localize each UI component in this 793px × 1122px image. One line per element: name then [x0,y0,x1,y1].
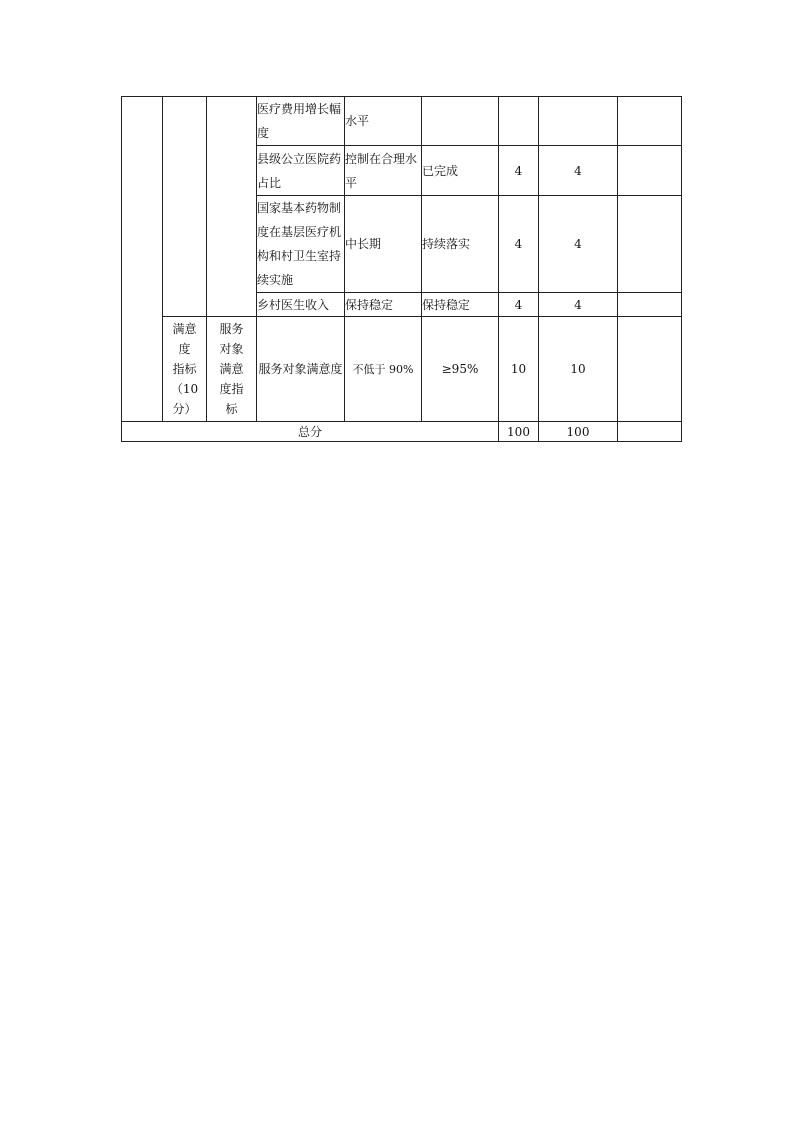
level1-cell [163,97,207,317]
level2-cell [207,97,257,317]
score-cell: 4 [539,146,618,196]
indicator-cell: 国家基本药物制度在基层医疗机构和村卫生室持续实施 [257,196,345,293]
indicator-cell: 服务对象满意度 [257,317,345,422]
note-cell [618,317,682,422]
level0-cell [122,97,163,422]
actual-cell: 持续落实 [422,196,499,293]
satisfaction-level2-cell [207,317,257,422]
level1-line: 度 [178,342,191,356]
level2-line: 标 [225,402,238,416]
total-row [122,422,682,442]
total-score: 100 [539,422,618,442]
target-cell: 保持稳定 [345,293,422,317]
target-cell: 水平 [345,97,422,146]
weight-cell: 10 [499,317,539,422]
target-cell: 控制在合理水平 [345,146,422,196]
note-cell [618,293,682,317]
actual-cell: 保持稳定 [422,293,499,317]
weight-cell: 4 [499,293,539,317]
actual-cell: ≥95% [422,317,499,422]
actual-cell [422,97,499,146]
indicator-cell: 县级公立医院药占比 [257,146,345,196]
note-cell [618,146,682,196]
total-label: 总分 [122,422,499,442]
score-cell: 10 [539,317,618,422]
table-row [122,317,682,422]
score-cell: 4 [539,293,618,317]
level2-line: 服务 [219,322,244,336]
target-cell: 中长期 [345,196,422,293]
level2-line: 满意 [219,362,244,376]
table-row [122,97,682,146]
weight-cell [499,97,539,146]
actual-cell: 已完成 [422,146,499,196]
score-cell: 4 [539,196,618,293]
indicator-cell: 乡村医生收入 [257,293,345,317]
weight-cell: 4 [499,196,539,293]
total-note [618,422,682,442]
level2-line: 对象 [219,342,244,356]
performance-table [121,96,682,442]
target-cell: 不低于 90% [345,317,422,422]
score-cell [539,97,618,146]
level1-line: 分） [172,402,197,416]
note-cell [618,97,682,146]
satisfaction-level1-cell [163,317,207,422]
total-weight: 100 [499,422,539,442]
level2-line: 度指 [219,382,244,396]
level1-line: 指标 [172,362,197,376]
level1-line: 满意 [172,322,197,336]
indicator-cell: 医疗费用增长幅度 [257,97,345,146]
level1-line: （10 [170,382,199,396]
note-cell [618,196,682,293]
weight-cell: 4 [499,146,539,196]
